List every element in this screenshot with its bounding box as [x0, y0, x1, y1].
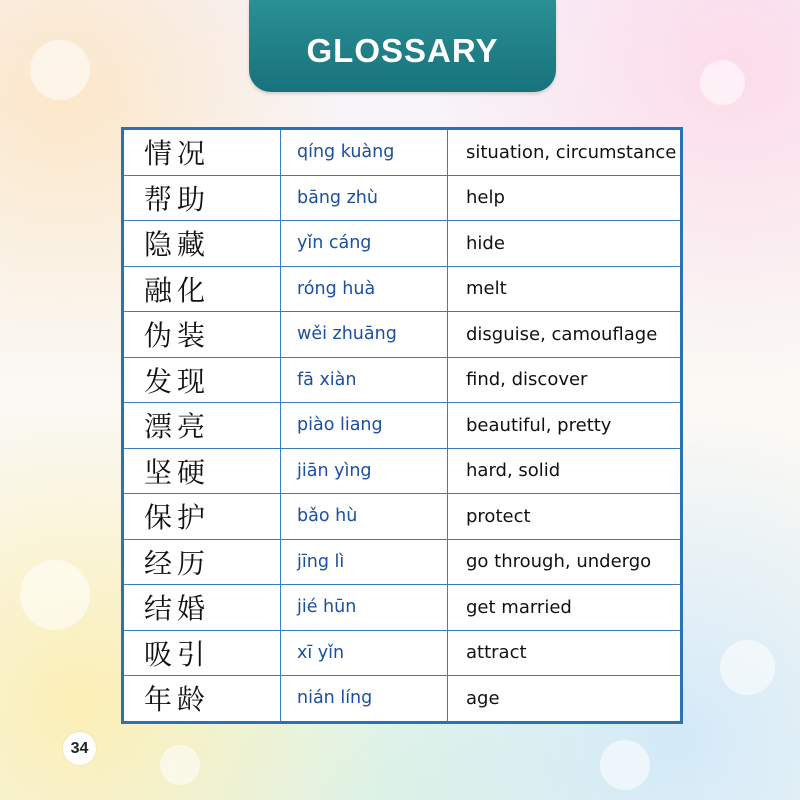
- pinyin: yǐn cáng: [281, 221, 448, 267]
- chinese-word: 帮助: [123, 175, 281, 221]
- chinese-word: 隐藏: [123, 221, 281, 267]
- glossary-row: [123, 676, 682, 723]
- pinyin: jié hūn: [281, 585, 448, 631]
- pinyin: qíng kuàng: [281, 129, 448, 176]
- background-bokeh: [600, 740, 650, 790]
- chinese-word: 坚硬: [123, 448, 281, 494]
- glossary-row: [123, 129, 682, 176]
- english-meaning: go through, undergo: [448, 539, 682, 585]
- chinese-word: 吸引: [123, 630, 281, 676]
- chinese-word: 保护: [123, 494, 281, 540]
- english-meaning: situation, circumstance: [448, 129, 682, 176]
- chinese-word: 发现: [123, 357, 281, 403]
- english-meaning: disguise, camouflage: [448, 312, 682, 358]
- background-bokeh: [30, 40, 90, 100]
- pinyin: róng huà: [281, 266, 448, 312]
- glossary-row: [123, 312, 682, 358]
- pinyin: fā xiàn: [281, 357, 448, 403]
- chinese-word: 融化: [123, 266, 281, 312]
- english-meaning: help: [448, 175, 682, 221]
- english-meaning: find, discover: [448, 357, 682, 403]
- chinese-word: 漂亮: [123, 403, 281, 449]
- background-bokeh: [20, 560, 90, 630]
- glossary-row: [123, 585, 682, 631]
- glossary-row: [123, 630, 682, 676]
- glossary-row: [123, 221, 682, 267]
- glossary-title-tab: [249, 0, 556, 92]
- page-number: 34: [63, 732, 96, 765]
- glossary-row: [123, 539, 682, 585]
- glossary-row: [123, 403, 682, 449]
- pinyin: piào liang: [281, 403, 448, 449]
- english-meaning: age: [448, 676, 682, 723]
- chinese-word: 年龄: [123, 676, 281, 723]
- pinyin: xī yǐn: [281, 630, 448, 676]
- english-meaning: protect: [448, 494, 682, 540]
- pinyin: jīng lì: [281, 539, 448, 585]
- background-bokeh: [700, 60, 745, 105]
- pinyin: bāng zhù: [281, 175, 448, 221]
- glossary-table: [121, 127, 683, 724]
- glossary-row: [123, 175, 682, 221]
- chinese-word: 结婚: [123, 585, 281, 631]
- english-meaning: melt: [448, 266, 682, 312]
- english-meaning: beautiful, pretty: [448, 403, 682, 449]
- english-meaning: hide: [448, 221, 682, 267]
- english-meaning: hard, solid: [448, 448, 682, 494]
- pinyin: wěi zhuāng: [281, 312, 448, 358]
- glossary-row: [123, 266, 682, 312]
- chinese-word: 经历: [123, 539, 281, 585]
- pinyin: jiān yìng: [281, 448, 448, 494]
- background-bokeh: [160, 745, 200, 785]
- english-meaning: attract: [448, 630, 682, 676]
- chinese-word: 伪装: [123, 312, 281, 358]
- background-bokeh: [720, 640, 775, 695]
- pinyin: bǎo hù: [281, 494, 448, 540]
- pinyin: nián líng: [281, 676, 448, 723]
- glossary-row: [123, 448, 682, 494]
- glossary-row: [123, 357, 682, 403]
- page-title: GLOSSARY: [306, 32, 499, 69]
- english-meaning: get married: [448, 585, 682, 631]
- glossary-row: [123, 494, 682, 540]
- chinese-word: 情况: [123, 129, 281, 176]
